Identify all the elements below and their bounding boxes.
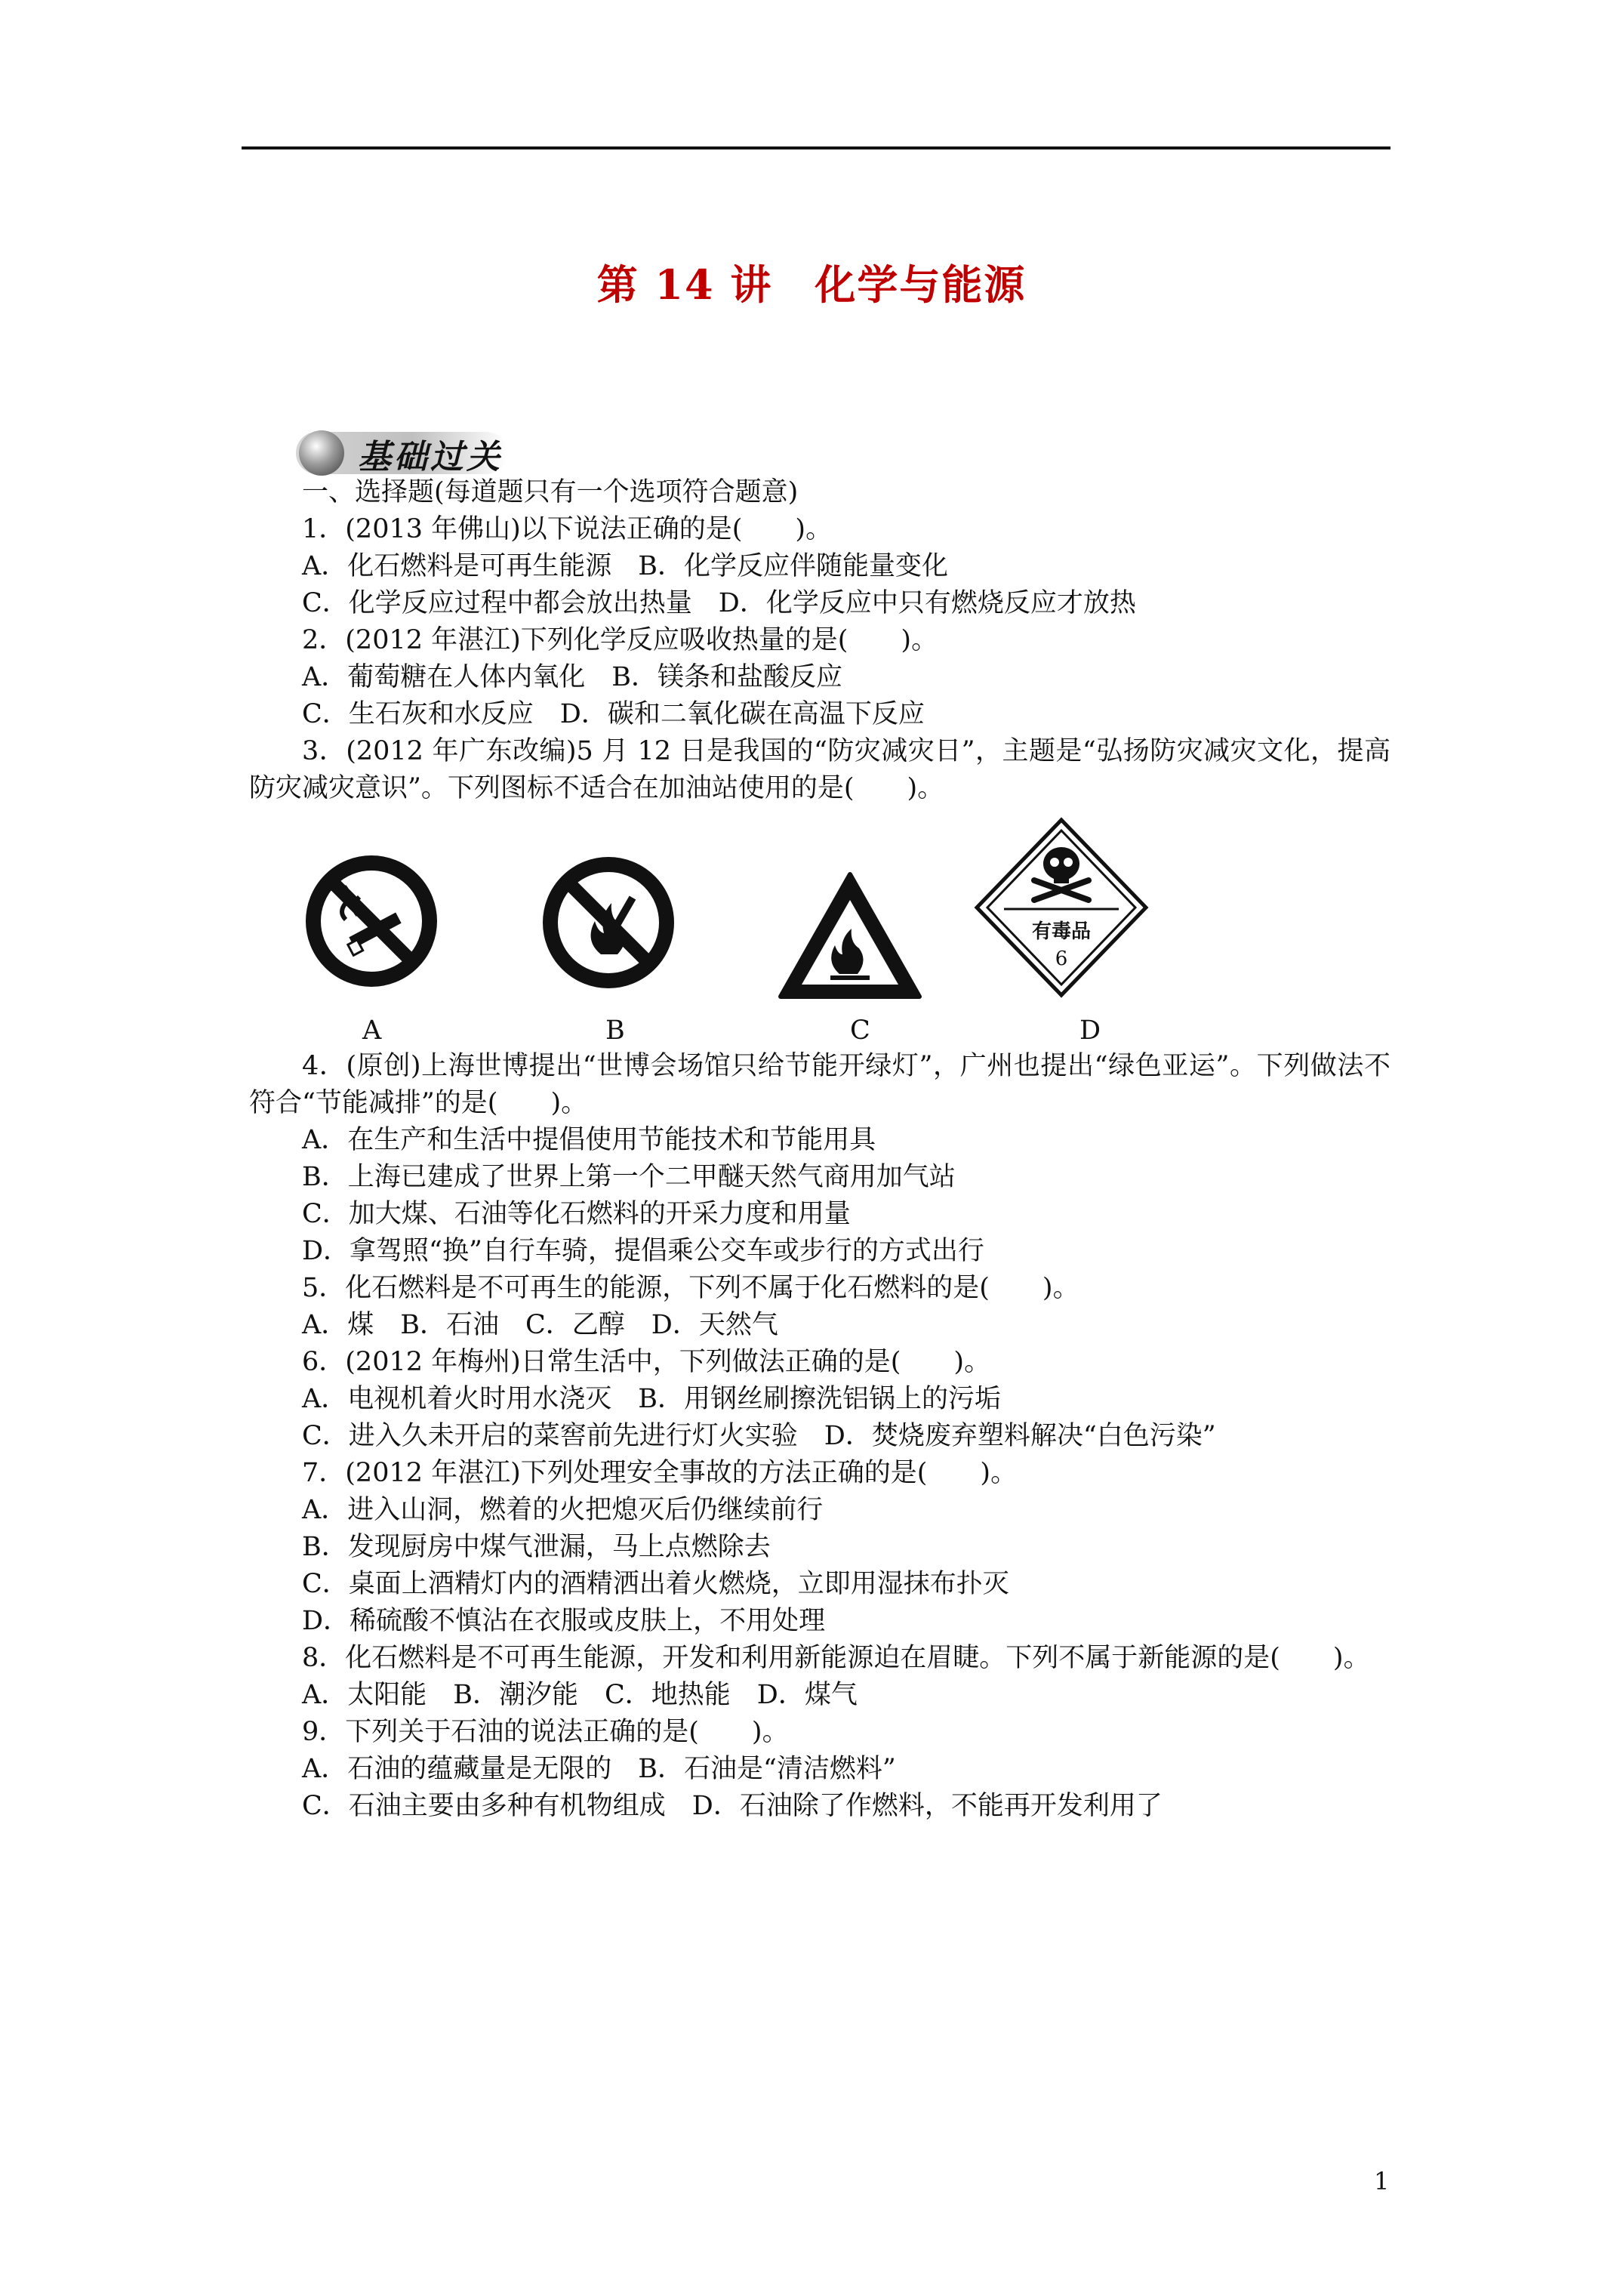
text-line: A．煤 B．石油 C．乙醇 D．天然气: [302, 1310, 778, 1340]
no-open-flame-sign-icon: [542, 856, 675, 989]
sign-label-c: C: [850, 1015, 870, 1046]
toxic-substance-sign-icon: [974, 817, 1149, 998]
question-3: 3．(2012 年广东改编)5 月 12 日是我国的“防灾减灾日”，主题是“弘扬防灾减灾文化，提高防灾减灾意识”。下列图标不适合在加油站使用的是( )。: [249, 736, 1390, 803]
signs-row: [0, 817, 1623, 1036]
section-label: 基础过关: [358, 438, 503, 476]
text-line: A．石油的蕴藏量是无限的 B．石油是“清洁燃料”: [302, 1754, 896, 1784]
text-line: C．石油主要由多种有机物组成 D．石油除了作燃料，不能再开发利用了: [302, 1791, 1163, 1821]
question-content-lower: [249, 1048, 1390, 1825]
toxic-sign-number: 6: [1055, 948, 1068, 970]
text-line: B．发现厨房中煤气泄漏，马上点燃除去: [302, 1532, 771, 1562]
text-line: A．太阳能 B．潮汐能 C．地热能 D．煤气: [302, 1680, 858, 1710]
text-line: B．上海已建成了世界上第一个二甲醚天然气商用加气站: [302, 1162, 956, 1192]
text-line: 1．(2013 年佛山)以下说法正确的是( )。: [302, 514, 833, 544]
toxic-sign-text: 有毒品: [1031, 920, 1092, 943]
text-line: C．化学反应过程中都会放出热量 D．化学反应中只有燃烧反应才放热: [302, 588, 1136, 618]
text-line: A．葡萄糖在人体内氧化 B．镁条和盐酸反应: [302, 662, 842, 692]
text-line: C．加大煤、石油等化石燃料的开采力度和用量: [302, 1199, 851, 1229]
text-line: C．进入久未开启的菜窖前先进行灯火实验 D．焚烧废弃塑料解决“白色污染”: [302, 1421, 1216, 1451]
text-line: A．化石燃料是可再生能源 B．化学反应伴随能量变化: [302, 551, 948, 581]
text-line: 2．(2012 年湛江)下列化学反应吸收热量的是( )。: [302, 625, 938, 655]
sign-label-b: B: [605, 1015, 625, 1046]
question-8: 8．化石燃料是不可再生能源，开发和利用新能源迫在眉睫。下列不属于新能源的是( )。: [302, 1643, 1370, 1673]
flammable-warning-sign-icon: [776, 870, 924, 1003]
text-line: A．电视机着火时用水浇灭 B．用钢丝刷擦洗铝锅上的污垢: [302, 1384, 1001, 1414]
text-line: C．桌面上酒精灯内的酒精洒出着火燃烧，立即用湿抹布扑灭: [302, 1569, 1009, 1599]
bullet-ball-icon: [299, 430, 344, 476]
text-line: 9．下列关于石油的说法正确的是( )。: [302, 1717, 789, 1747]
text-line: A．进入山洞，燃着的火把熄灭后仍继续前行: [302, 1495, 824, 1525]
text-line: C．生石灰和水反应 D．碳和二氧化碳在高温下反应: [302, 699, 925, 729]
no-smoking-sign-icon: [305, 855, 438, 988]
text-line: 5．化石燃料是不可再生的能源，下列不属于化石燃料的是( )。: [302, 1273, 1079, 1303]
text-line: 一、选择题(每道题只有一个选项符合题意): [302, 477, 799, 507]
sign-label-d: D: [1079, 1015, 1101, 1046]
section-heading: [296, 429, 503, 479]
text-line: A．在生产和生活中提倡使用节能技术和节能用具: [302, 1125, 876, 1155]
sign-label-a: A: [362, 1015, 382, 1046]
text-line: 7．(2012 年湛江)下列处理安全事故的方法正确的是( )。: [302, 1458, 1018, 1488]
text-line: D．拿驾照“换”自行车骑，提倡乘公交车或步行的方式出行: [302, 1236, 984, 1266]
page-number: 1: [1374, 2167, 1390, 2196]
question-content: [249, 474, 1390, 807]
text-line: D．稀硫酸不慎沾在衣服或皮肤上，不用处理: [302, 1606, 826, 1636]
page-title: 第 14 讲 化学与能源: [596, 260, 1027, 309]
text-line: 6．(2012 年梅州)日常生活中，下列做法正确的是( )。: [302, 1347, 991, 1377]
question-4: 4．(原创)上海世博提出“世博会场馆只给节能开绿灯”，广州也提出“绿色亚运”。下列做法不符合“节能减排”的是( )。: [249, 1051, 1390, 1118]
header-rule: [242, 146, 1390, 149]
